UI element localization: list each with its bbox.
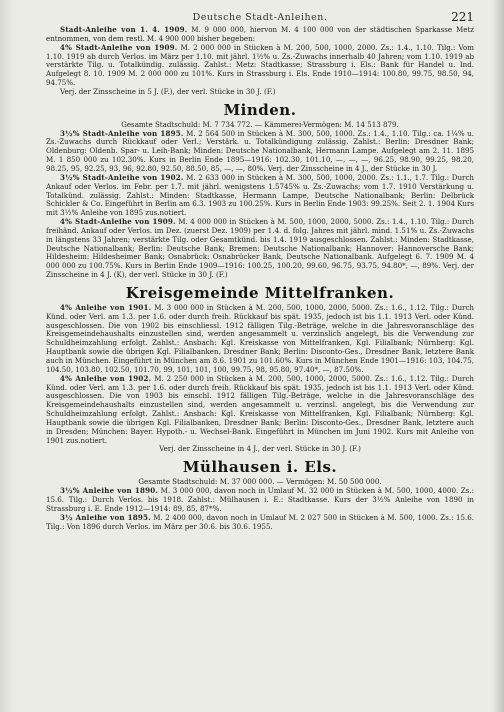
entry-text: Verj. der Zinsscheine in 4 J., der verl. Stücke in 30 J. (F.) xyxy=(159,444,361,454)
section-title: Mülhausen i. Els. xyxy=(182,458,338,477)
page-edge-shadow xyxy=(494,0,504,712)
entry-text: M. 2 250 000 in Stücken à M. 200, 500, 1000, 2000, 5000. Zs.: 1.6., 1.12. Tilg.: Durch Künd. oder Verl. am 1.3. per 1.6. oder durch freih. Rückkauf bis spät. 1935, jedoch ist bis 1.1. 1913 Verl. oder Künd. ausgeschlossen. Die von 1903 bis einschl. 1912 fälligen Tilg.-Beträge, welche in die Jahresvoranschläge des Kreisgemeindehaushalts einzustellen sind, werden angesammelt u. verzinsl. angelegt, bis die Verwendung zur Schuldheimzahlung erfolgt. Zahlst.: Ansbach: Kgl. Kreiskasse von Mittelfranken, Kgl. Filialbank; Nürnberg: Kgl. Hauptbank sowie die übrigen Kgl. Filialbanken, Dresdner Bank; Berlin: Disconto-Ges., Dresdner Bank, letztere auch in Dresden; München: Bayer. Hypoth.- u. Wechsel-Bank. Eingeführt in München im Juni 1902. Kurs mit Anleihe von 1901 zus.notiert. xyxy=(46,373,474,445)
entry-paragraph xyxy=(46,375,474,446)
entry-paragraph xyxy=(46,445,474,454)
page-number: 221 xyxy=(451,10,474,24)
entry-text: M. 4 000 000 in Stücken à M. 500, 1000, 2000, 5000. Zs.: 1.4., 1.10. Tilg.: Durch freihänd. Ankauf oder Verlos. im Dez. (zuerst Dez. 1909) per 1.4. d. folg. Jahres mit jährl. mind. 1.51% u. Zs.-Zuwachs in längstens 33 Jahren; verstärkte Tilg. oder Gesamtkünd. bis 1.4. 1919 ausgeschlossen. Zahlst.: Minden: Stadtkasse, Deutsche Nationalbank; Berlin: Deutsche Bank; Bremen: Deutsche Nationalbank; Hannover: Hannoversche Bank; Hildesheim: Hildesheimer Bank; Osnabrück: Osnabrücker Bank, Deutsche Nationalbank. Aufgelegt 6. 7. 1909 M. 4 000 000 zu 100.75%. Kurs in Berlin Ende 1909—1916: 100.25, 100.20, 99.60, 96.75, 93.75, 94.80*, —, 89%. Verj. der Zinsscheine in 4 J. (K), der verl. Stücke in 30 J. (F.) xyxy=(46,217,474,280)
running-title: Deutsche Stadt-Anleihen. xyxy=(192,12,328,23)
page-header xyxy=(46,10,474,26)
section-summary: Gesamte Stadtschuld: M. 7 734 772. — Kämmerei-Vermögen: M. 14 513 879. xyxy=(121,119,399,129)
entry-lead: Stadt-Anleihe von 1. 4. 1909. xyxy=(60,25,188,34)
entry-text: M. 9 000 000, hiervon M. 4 100 000 von der städtischen Sparkasse Metz entnommen, von dem restl. M. 4 900 000 bisher begeben: xyxy=(46,25,474,43)
section-title: Kreisgemeinde Mittelfranken. xyxy=(125,283,395,302)
entry-lead: 4% Stadt-Anleihe von 1909. xyxy=(60,217,176,227)
entry-lead: 3½ Anleihe von 1895. xyxy=(60,512,151,522)
entry-paragraph xyxy=(46,44,474,88)
entry-text: M. 3 000 000, davon noch in Umlauf M. 32 000 in Stücken à M. 500, 1000, 4000. Zs.: 15.6. Tilg.: Durch Verlos. bis 1918. Zahlst.: Mülhausen i. E.: Stadtkasse. Kurs der 3½% Anleihe von 1890 in Strassburg i. E. Ende 1912—1914: 89, 85, 87*%. xyxy=(46,486,474,513)
entry-lead: 3½% Stadt-Anleihe von 1902. xyxy=(60,172,184,182)
entry-text: M. 2 400 000, davon noch in Umlauf M. 2 027 500 in Stücken à M. 500, 1000. Zs.: 15.6. Tilg.: Von 1896 durch Verlos. im März per 30.6. bis 30.6. 1955. xyxy=(46,512,475,531)
entry-paragraph xyxy=(46,487,474,514)
entry-paragraph xyxy=(46,174,474,218)
entry-text: M. 2 633 000 in Stücken à M. 300, 500, 1000, 2000. Zs.: 1.1., 1.7. Tilg.: Durch Ankauf oder Verlos. im Febr. per 1.7. mit jährl. wenigstens 1.5745% u. Zs.-Zuwachs; vom 1.7. 1910 Verstärkung u. Totalkünd. zulässig. Zahlst.: Minden: Stadtkasse, Hermann Lampe, Deutsche Nationalbank; Berlin: Delbrück Schickler & Co. Eingeführt in Berlin am 6.3. 1903 zu 100.25%. Kurs in Berlin Ende 1903: 99.25%. Seit 2. 1. 1904 Kurs mit 3½% Anleihe von 1895 zus.notiert. xyxy=(46,172,474,218)
entry-paragraph xyxy=(46,130,474,174)
section-summary: Gesamte Stadtschuld: M. 37 000 000. — Vermögen: M. 50 500 000. xyxy=(138,477,382,487)
entry-lead: 4% Stadt-Anleihe von 1909. xyxy=(60,42,178,52)
entry-lead: 4% Anleihe von 1901. xyxy=(60,302,152,312)
entry-lead: 4% Anleihe von 1902. xyxy=(60,373,152,383)
entry-paragraph xyxy=(46,26,474,44)
entry-paragraph xyxy=(46,218,474,280)
entry-paragraph xyxy=(46,514,474,532)
entry-text: Verj. der Zinsscheine in 5 J. (F.), der verl. Stücke in 30 J. (F.) xyxy=(60,86,276,96)
entry-paragraph xyxy=(46,304,474,375)
entry-paragraph xyxy=(46,88,474,97)
entry-text: M. 3 000 000 in Stücken à M. 200, 500, 1000, 2000, 5000. Zs.: 1.6., 1.12. Tilg.: Durch Künd. oder Verl. am 1.3. per 1.6. oder durch freih. Rückkauf bis spät. 1935, jedoch ist bis 1.1. 1913 Verl. oder Künd. ausgeschlossen. Die von 1902 bis einschliessl. 1912 fälligen Tilg.-Beträge, welche in die Jahresvoranschläge des Kreisgemeindehaushalts einzustellen sind, werden angesammelt u. verzinslich angelegt, bis die Verwendung zur Schuldheimzahlung erfolgt. Zahlst.: Ansbach: Kgl. Kreiskasse von Mittelfranken, Kgl. Filialbank; Nürnberg: Kgl. Hauptbank sowie die übrigen Kgl. Filialbanken, Dresdner Bank; Berlin: Disconto-Ges., Dresdner Bank, letztere Bank auch in München. Eingeführt in München am 8.6. 1901 zu 101.60%. Kurs in München Ende 1901—1916: 103, 104.75, 104.50, 103.80, 102.50, 101.70, 99, 101, 101, 100, 99.75, 98, 95.80, 97.40*, —, 87.50%. xyxy=(46,302,474,374)
entry-text: M. 2 564 500 in Stücken à M. 300, 500, 1000. Zs.: 1.4., 1.10. Tilg.: ca. 1¼% u. Zs.-Zuwachs durch Rückkauf oder Verl.; Verstärk. u. Totalkündigung zulässig. Zahlst.: Berlin: Dresdner Bank; Oldenburg: Oldenb. Spar- u. Leih-Bank; Minden: Deutsche Nationalbank, Hermann Lampe. Aufgelegt am 2. 11. 1895 M. 1 850 000 zu 102.30%. Kurs in Berlin Ende 1895—1916: 102.30, 101.10, —, —, —, 96.25, 98.90, 99.25, 98.20, 98.25, 95, 92.25, 93, 96, 92.80, 92.50, 88.50, 85, —, —, 80%. Verj. der Zinsscheine in 4 J., der Stücke in 30 J. xyxy=(46,128,474,173)
entry-text: M. 2 000 000 in Stücken à M. 200, 500, 1000, 2000. Zs.: 1.4., 1.10. Tilg.: Vom 1.10. 1919 ab durch Verlos. im März per 1.10. mit jährl. 1½% u. Zs.-Zuwachs innerhalb 40 Jahren; vom 1.10. 1919 ab verstärkte Tilg. u. Totalkündig. zulässig. Zahlst.: Metz: Stadtkasse; Strassburg i. Els.: Bank für Handel u. Ind. Aufgelegt 8. 10. 1909 M. 2 000 000 zu 101%. Kurs in Strassburg i. Els. Ende 1910—1914: 100.80, 99.75, 98.50, 94, 94.75%. xyxy=(46,42,475,88)
entry-lead: 3½% Stadt-Anleihe von 1895. xyxy=(60,128,184,138)
section-title: Minden. xyxy=(223,100,297,119)
entry-lead: 3½% Anleihe von 1890. xyxy=(60,486,159,496)
